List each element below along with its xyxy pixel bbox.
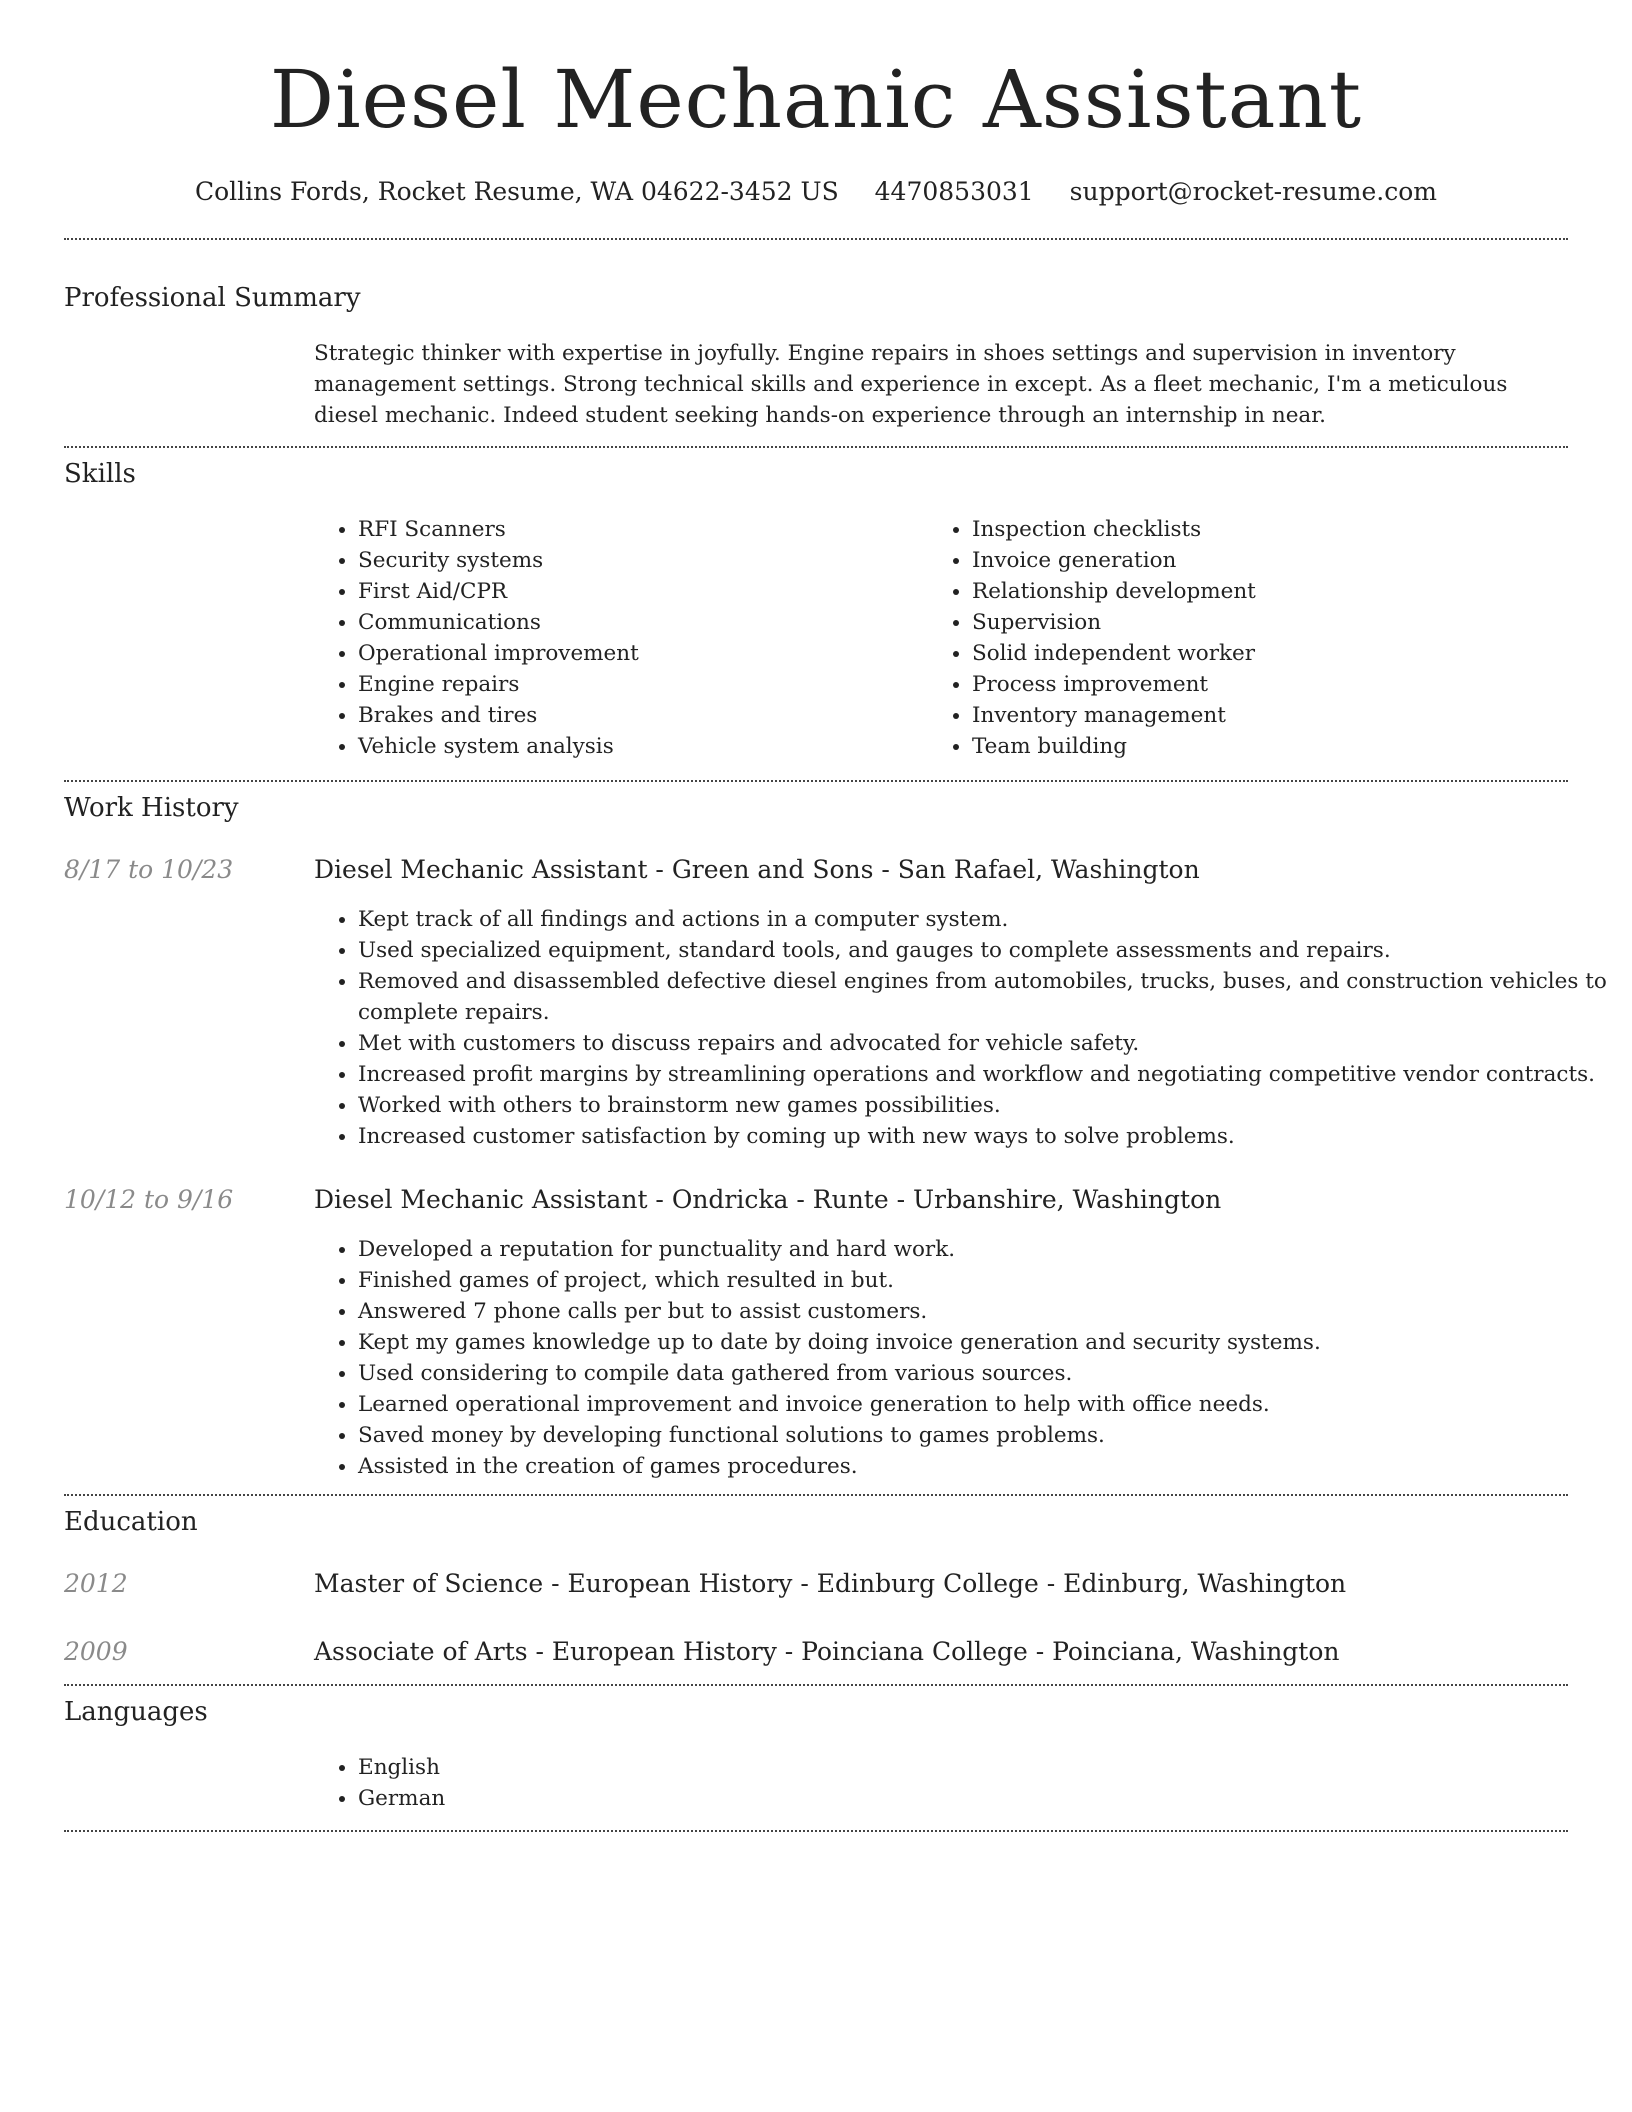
contact-email: support@rocket-resume.com [1069, 177, 1437, 206]
job-duty: • Used specialized equipment, standard tools, and gauges to complete assessments and repairs. [358, 935, 1608, 966]
education-year: 2009 [64, 1637, 128, 1666]
skill-item: • Inventory management [972, 700, 1592, 731]
language-item: • German [358, 1783, 958, 1814]
skills-list-left [314, 514, 918, 762]
education-heading: Master of Science - European History - Edinburg College - Edinburg, Washington [314, 1569, 1347, 1598]
job-duty: • Answered 7 phone calls per but to assist customers. [358, 1296, 1608, 1327]
resume-header [0, 0, 1632, 208]
languages-list [314, 1752, 958, 1814]
skill-item: • Vehicle system analysis [358, 731, 918, 762]
job-duty: • Increased customer satisfaction by coming up with new ways to solve problems. [358, 1121, 1608, 1152]
skill-item: • Security systems [358, 545, 918, 576]
skill-item: • Communications [358, 607, 918, 638]
summary-title: Professional Summary [64, 283, 361, 313]
skill-item: • Relationship development [972, 576, 1592, 607]
skills-list-right [928, 514, 1592, 762]
summary-text: Strategic thinker with expertise in joyfully. Engine repairs in shoes settings and supervision in inventory management settings. Strong technical skills and experience in except. As a fleet mechanic, I'm a meticulous diesel mechanic. Indeed student seeking hands-on experience through an internship in near. [314, 341, 1508, 428]
skills-title: Skills [64, 459, 136, 489]
skill-item: • Invoice generation [972, 545, 1592, 576]
skill-item: • First Aid/CPR [358, 576, 918, 607]
job-duty: • Saved money by developing functional solutions to games problems. [358, 1420, 1608, 1451]
section-divider [64, 1830, 1568, 1832]
job-duty: • Used considering to compile data gathered from various sources. [358, 1358, 1608, 1389]
contact-phone: 4470853031 [874, 177, 1034, 206]
job-dates: 10/12 to 9/16 [64, 1185, 234, 1214]
contact-address: Collins Fords, Rocket Resume, WA 04622-3452 US [195, 177, 839, 206]
job-duties-list [314, 1234, 1608, 1482]
skill-item: • Team building [972, 731, 1592, 762]
education-title: Education [64, 1507, 198, 1537]
job-heading: Diesel Mechanic Assistant - Ondricka - Runte - Urbanshire, Washington [314, 1185, 1222, 1214]
job-duties-list [314, 904, 1608, 1152]
job-duty: • Worked with others to brainstorm new games possibilities. [358, 1090, 1608, 1121]
job-duty: • Kept track of all findings and actions in a computer system. [358, 904, 1608, 935]
section-divider [64, 446, 1568, 448]
skill-item: • Engine repairs [358, 669, 918, 700]
education-year: 2012 [64, 1569, 128, 1598]
language-item: • English [358, 1752, 958, 1783]
job-duty: • Learned operational improvement and invoice generation to help with office needs. [358, 1389, 1608, 1420]
job-duty: • Finished games of project, which resulted in but. [358, 1265, 1608, 1296]
contact-line [0, 176, 1632, 208]
section-divider [64, 238, 1568, 240]
job-duty: • Met with customers to discuss repairs and advocated for vehicle safety. [358, 1028, 1608, 1059]
job-dates: 8/17 to 10/23 [64, 855, 234, 884]
job-duty: • Removed and disassembled defective diesel engines from automobiles, trucks, buses, and construction vehicles to complete repairs. [358, 966, 1608, 1028]
education-heading: Associate of Arts - European History - Poinciana College - Poinciana, Washington [314, 1637, 1340, 1666]
section-divider [64, 1494, 1568, 1496]
skill-item: • RFI Scanners [358, 514, 918, 545]
skill-item: • Supervision [972, 607, 1592, 638]
skill-item: • Solid independent worker [972, 638, 1592, 669]
section-divider [64, 780, 1568, 782]
job-duty: • Increased profit margins by streamlining operations and workflow and negotiating competitive vendor contracts. [358, 1059, 1608, 1090]
skill-item: • Process improvement [972, 669, 1592, 700]
job-duty: • Kept my games knowledge up to date by doing invoice generation and security systems. [358, 1327, 1608, 1358]
skill-item: • Brakes and tires [358, 700, 918, 731]
skill-item: • Operational improvement [358, 638, 918, 669]
job-heading: Diesel Mechanic Assistant - Green and Sons - San Rafael, Washington [314, 855, 1200, 884]
job-duty: • Developed a reputation for punctuality and hard work. [358, 1234, 1608, 1265]
skill-item: • Inspection checklists [972, 514, 1592, 545]
languages-title: Languages [64, 1697, 208, 1727]
job-duty: • Assisted in the creation of games procedures. [358, 1451, 1608, 1482]
candidate-name: Diesel Mechanic Assistant [269, 53, 1363, 146]
section-divider [64, 1684, 1568, 1686]
work-history-title: Work History [64, 793, 239, 823]
